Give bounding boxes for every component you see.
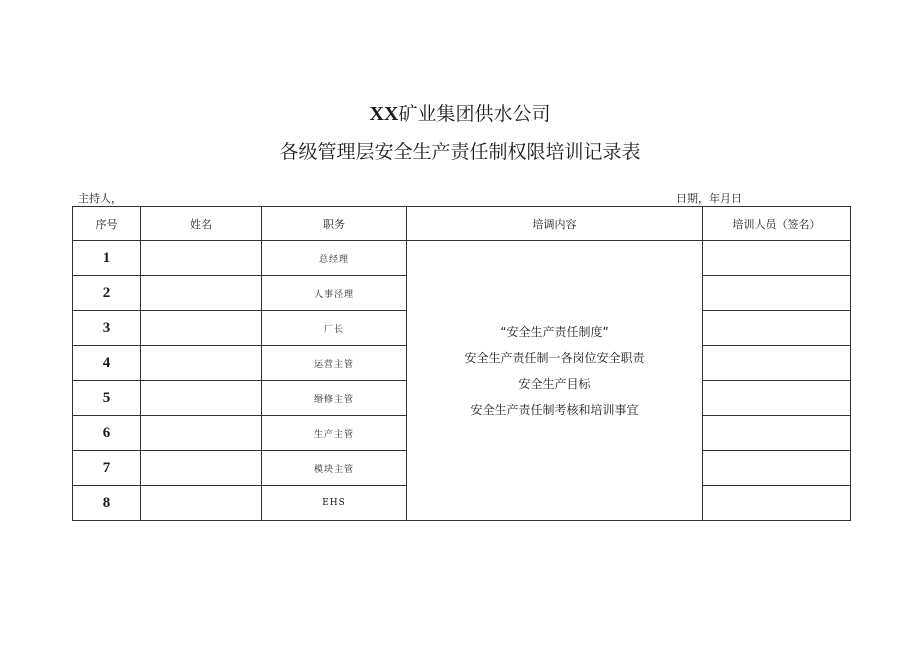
row-seq: 4 (73, 346, 141, 381)
row-signature-cell[interactable] (703, 311, 851, 346)
content-line: “安全生产责任制度” (500, 324, 609, 339)
row-name-cell[interactable] (141, 381, 262, 416)
header-signature: 培训人员（签名） (703, 207, 851, 241)
row-name-cell[interactable] (141, 346, 262, 381)
content-line: 安全生产责任制考核和培训事宜 (470, 402, 639, 417)
row-name-cell[interactable] (141, 486, 262, 521)
header-content: 培调内容 (407, 207, 703, 241)
row-role: 生产主管 (262, 416, 407, 451)
header-name: 姓名 (141, 207, 262, 241)
row-seq: 6 (73, 416, 141, 451)
row-seq: 5 (73, 381, 141, 416)
header-role: 职务 (262, 207, 407, 241)
host-label: 主持人， (78, 192, 122, 205)
title-company: 矿业集团供水公司 (398, 103, 551, 125)
header-seq: 序号 (73, 207, 141, 241)
row-role: 缗修主管 (262, 381, 407, 416)
row-name-cell[interactable] (141, 451, 262, 486)
row-signature-cell[interactable] (703, 241, 851, 276)
content-line: 安全生产责任制一各岗位安全职责 (464, 350, 645, 365)
content-line: 安全生产目标 (518, 376, 591, 391)
row-role: 人事泾理 (262, 276, 407, 311)
training-content-cell (407, 241, 703, 521)
document-title-line1 (0, 101, 920, 127)
row-seq: 1 (73, 241, 141, 276)
document-title-line2: 各级管理层安全生产责任制权限培训记录表 (279, 141, 641, 163)
row-signature-cell[interactable] (703, 486, 851, 521)
row-role: 总经理 (262, 241, 407, 276)
row-role: 厂长 (262, 311, 407, 346)
row-name-cell[interactable] (141, 241, 262, 276)
row-name-cell[interactable] (141, 416, 262, 451)
title-prefix: XX (369, 103, 399, 125)
row-role: 运营主管 (262, 346, 407, 381)
training-record-table (72, 206, 851, 521)
row-name-cell[interactable] (141, 276, 262, 311)
row-role: EHS (262, 486, 407, 521)
date-label: 日期，年月日 (676, 192, 742, 205)
row-seq: 8 (73, 486, 141, 521)
row-seq: 3 (73, 311, 141, 346)
table-header-row (73, 207, 851, 241)
row-role: 模块主管 (262, 451, 407, 486)
row-signature-cell[interactable] (703, 381, 851, 416)
row-signature-cell[interactable] (703, 276, 851, 311)
row-signature-cell[interactable] (703, 346, 851, 381)
row-signature-cell[interactable] (703, 451, 851, 486)
row-signature-cell[interactable] (703, 416, 851, 451)
table-row (73, 241, 851, 276)
row-seq: 2 (73, 276, 141, 311)
row-seq: 7 (73, 451, 141, 486)
row-name-cell[interactable] (141, 311, 262, 346)
